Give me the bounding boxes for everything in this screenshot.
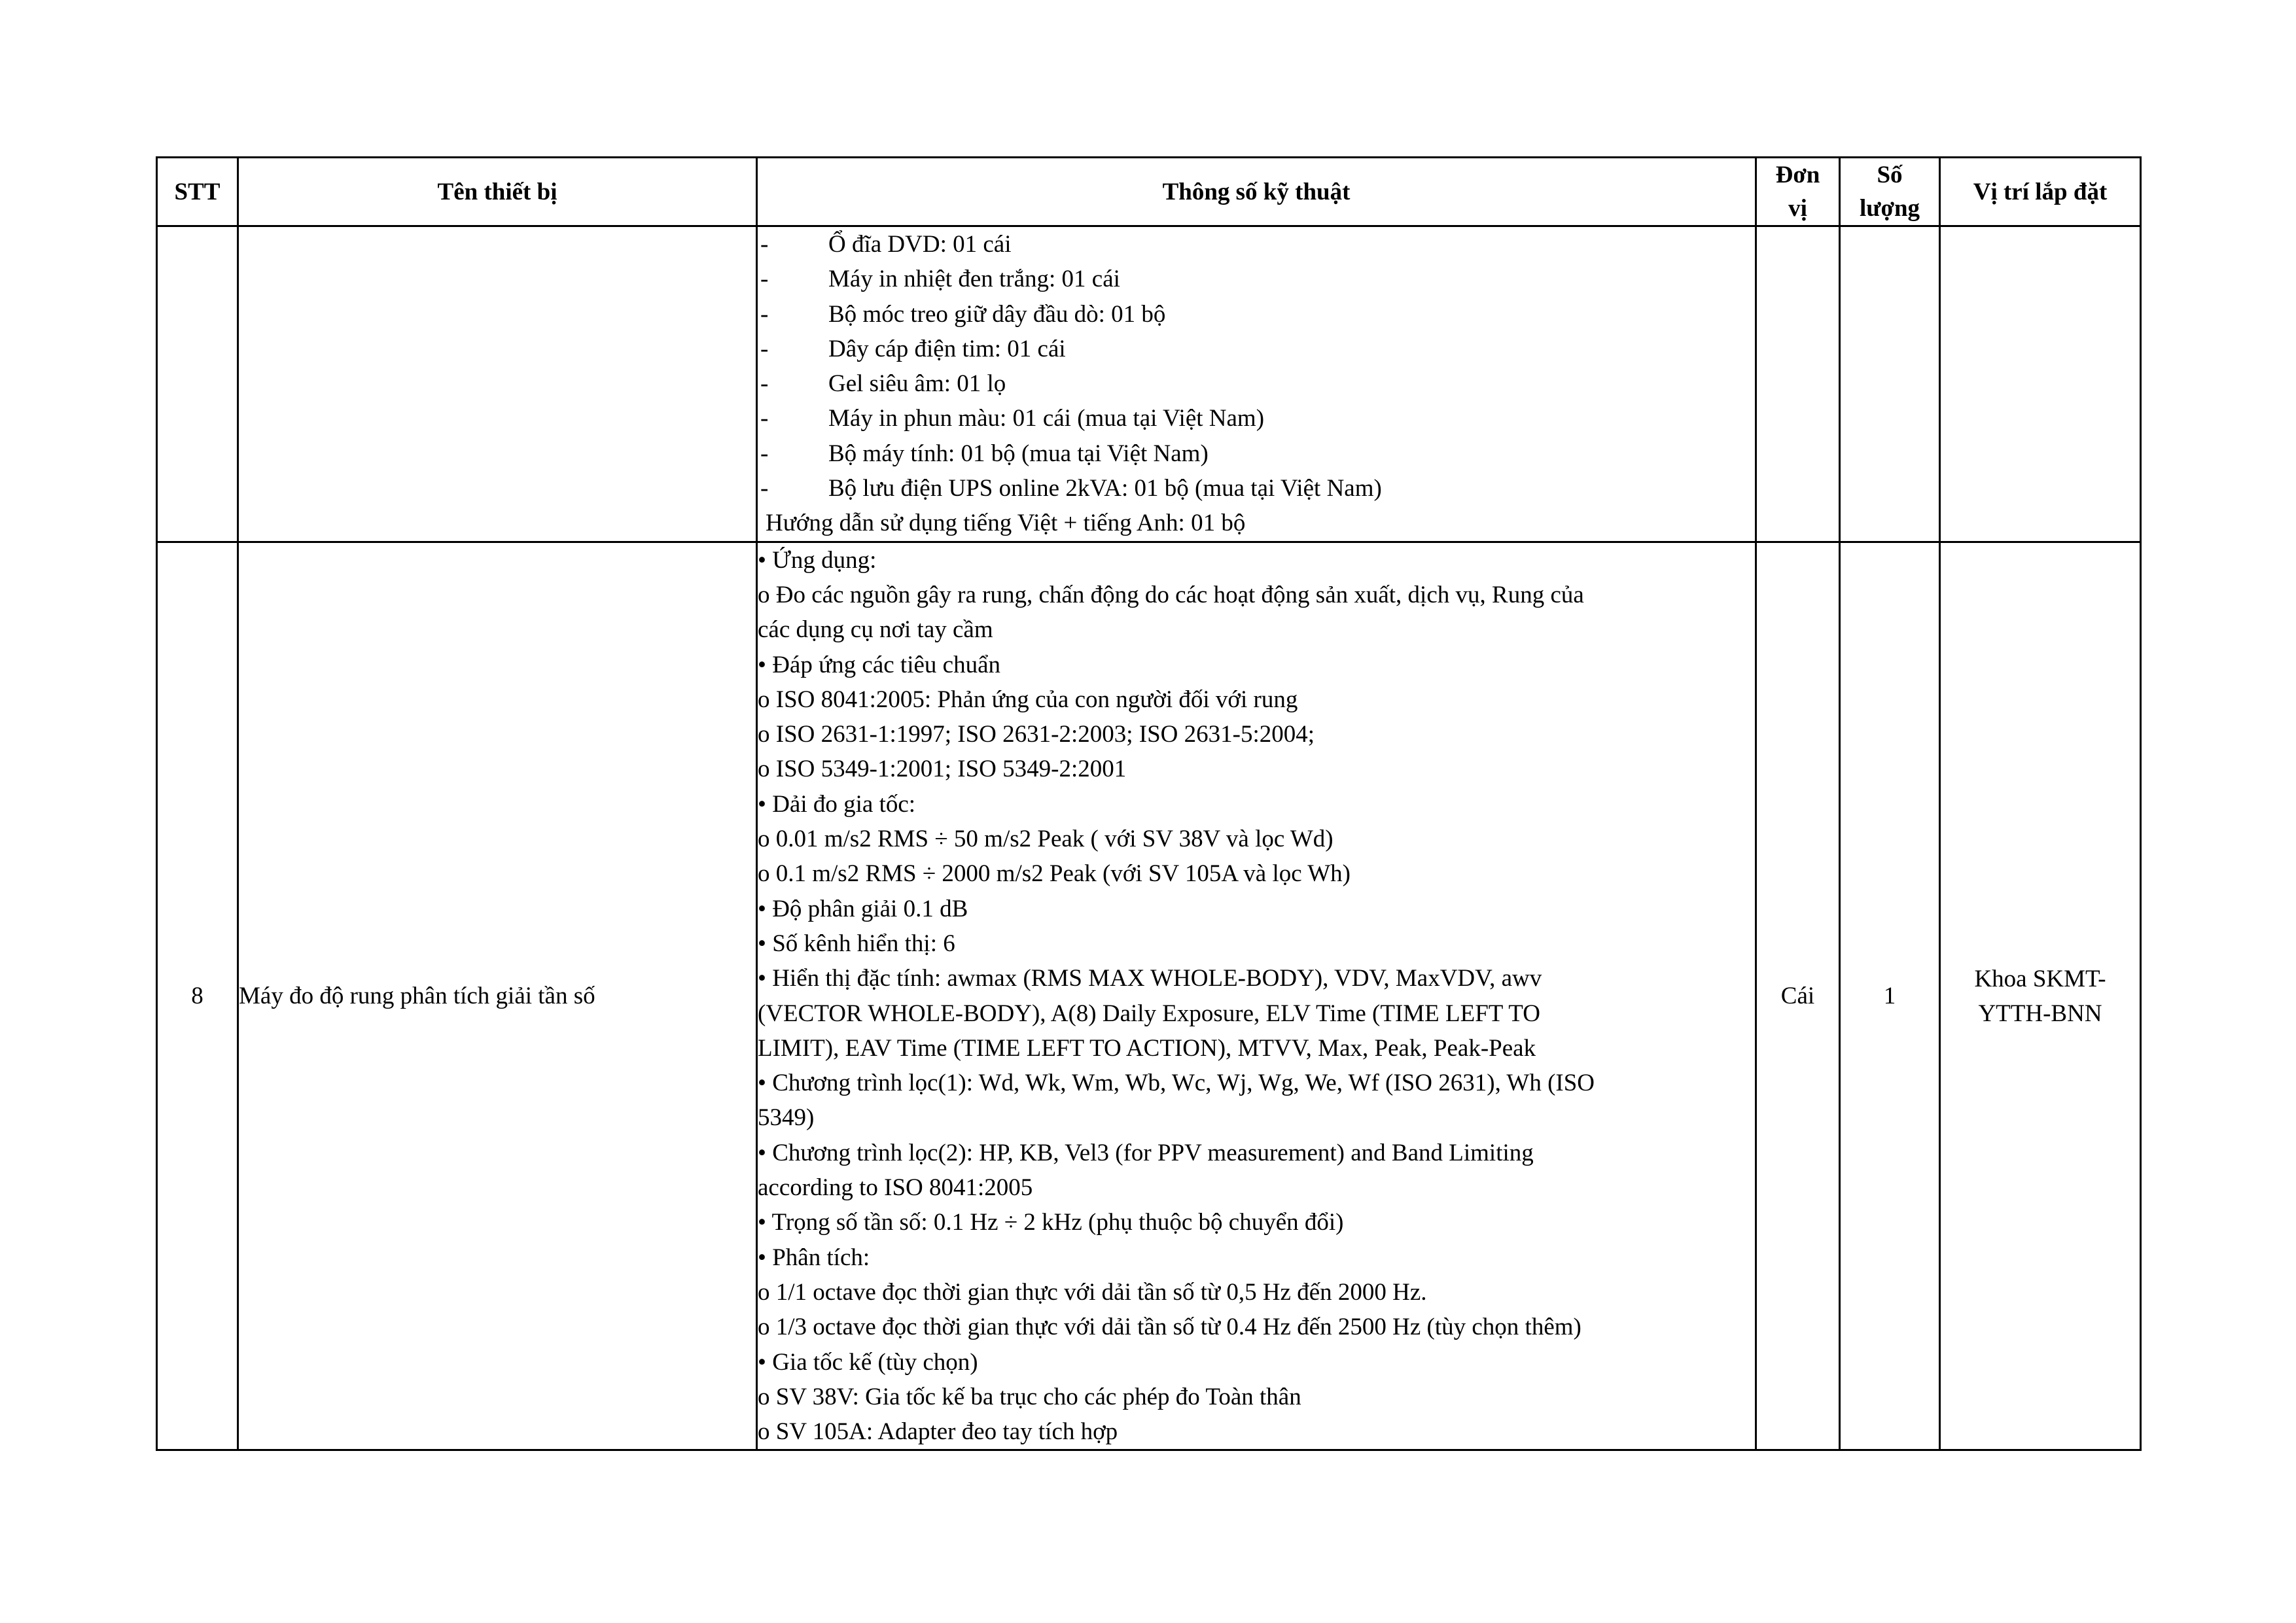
spec-line: LIMIT), EAV Time (TIME LEFT TO ACTION), MTVV, Max, Peak, Peak-Peak (758, 1034, 1536, 1062)
header-unit-line2: vị (1788, 195, 1807, 222)
accessory-item (758, 227, 1755, 262)
accessory-item-text: Gel siêu âm: 01 lọ (828, 370, 1006, 398)
continuation-qty-cell (1840, 226, 1940, 542)
accessory-item (758, 366, 1755, 401)
dash-bullet: - (760, 405, 769, 432)
table-row-8 (157, 542, 2141, 1450)
dash-bullet: - (760, 335, 769, 362)
spec-line: • Số kênh hiển thị: 6 (758, 930, 955, 957)
accessory-list (758, 227, 1755, 506)
accessory-item (758, 436, 1755, 471)
accessory-item-text: Ổ đĩa DVD: 01 cái (828, 231, 1012, 258)
spec-line: o ISO 5349-1:2001; ISO 5349-2:2001 (758, 756, 1127, 783)
dash-bullet: - (760, 231, 769, 258)
accessory-item-text: Bộ móc treo giữ dây đầu dò: 01 bộ (828, 300, 1166, 328)
header-qty-line1: Số (1877, 162, 1903, 188)
dash-bullet: - (760, 266, 769, 293)
spec-line: • Hiển thị đặc tính: awmax (RMS MAX WHOLE-BODY), VDV, MaxVDV, awv (758, 965, 1542, 992)
accessory-item (758, 262, 1755, 296)
continuation-name-cell (238, 226, 757, 542)
continuation-stt-cell (157, 226, 238, 542)
accessory-item (758, 401, 1755, 436)
manual-line: Hướng dẫn sử dụng tiếng Việt + tiếng Anh: 01 bộ (766, 510, 1246, 537)
accessory-item-text: Bộ lưu điện UPS online 2kVA: 01 bộ (mua tại Việt Nam) (828, 475, 1382, 502)
header-unit-line1: Đơn (1775, 162, 1820, 188)
accessory-item (758, 297, 1755, 332)
accessory-item-text: Bộ máy tính: 01 bộ (mua tại Việt Nam) (828, 440, 1209, 467)
header-stt: STT (157, 158, 238, 226)
spec-line: o 0.1 m/s2 RMS ÷ 2000 m/s2 Peak (với SV 105A và lọc Wh) (758, 860, 1351, 888)
row8-location (1940, 542, 2141, 1450)
row8-location-line2: YTTH-BNN (1978, 1000, 2102, 1027)
continuation-unit-cell (1756, 226, 1840, 542)
dash-bullet: - (760, 475, 769, 502)
spec-line: • Dải đo gia tốc: (758, 790, 916, 818)
accessory-item-text: Dây cáp điện tim: 01 cái (828, 335, 1066, 362)
row8-stt: 8 (157, 542, 238, 1450)
spec-line: • Gia tốc kế (tùy chọn) (758, 1348, 978, 1376)
accessory-item-text: Máy in phun màu: 01 cái (mua tại Việt Nam) (828, 405, 1265, 432)
spec-line: o ISO 8041:2005: Phản ứng của con người đối với rung (758, 686, 1298, 713)
spec-line: • Trọng số tần số: 0.1 Hz ÷ 2 kHz (phụ thuộc bộ chuyển đổi) (758, 1209, 1344, 1236)
spec-line: o SV 105A: Adapter đeo tay tích hợp (758, 1418, 1118, 1446)
continuation-location-cell (1940, 226, 2141, 542)
spec-line: o Đo các nguồn gây ra rung, chấn động do các hoạt động sản xuất, dịch vụ, Rung của (758, 581, 1584, 608)
spec-line: • Chương trình lọc(1): Wd, Wk, Wm, Wb, Wc, Wj, Wg, We, Wf (ISO 2631), Wh (ISO (758, 1070, 1595, 1097)
spec-line: o 1/3 octave đọc thời gian thực với dải tần số từ 0.4 Hz đến 2500 Hz (tùy chọn thêm) (758, 1314, 1581, 1341)
spec-line: (VECTOR WHOLE-BODY), A(8) Daily Exposure, ELV Time (TIME LEFT TO (758, 1000, 1540, 1027)
continuation-spec-cell (757, 226, 1756, 542)
dash-bullet: - (760, 440, 769, 467)
spec-line: o SV 38V: Gia tốc kế ba trục cho các phép đo Toàn thân (758, 1383, 1301, 1410)
table-header-row (157, 158, 2141, 226)
header-technical-specs: Thông số kỹ thuật (757, 158, 1756, 226)
dash-bullet: - (760, 370, 769, 398)
spec-line: o 1/1 octave đọc thời gian thực với dải tần số từ 0,5 Hz đến 2000 Hz. (758, 1278, 1427, 1306)
spec-line: • Phân tích: (758, 1244, 870, 1271)
header-quantity (1840, 158, 1940, 226)
header-qty-line2: lượng (1859, 195, 1920, 222)
table-row-continuation (157, 226, 2141, 542)
spec-line: • Đáp ứng các tiêu chuẩn (758, 651, 1000, 678)
spec-line: • Độ phân giải 0.1 dB (758, 895, 968, 922)
spec-line: • Ứng dụng: (758, 546, 877, 574)
dash-bullet: - (760, 300, 769, 328)
spec-line: according to ISO 8041:2005 (758, 1174, 1033, 1202)
row8-spec-cell (757, 542, 1756, 1450)
spec-line: • Chương trình lọc(2): HP, KB, Vel3 (for PPV measurement) and Band Limiting (758, 1139, 1534, 1166)
spec-line: các dụng cụ nơi tay cầm (758, 616, 993, 644)
spec-line: o 0.01 m/s2 RMS ÷ 50 m/s2 Peak ( với SV 38V và lọc Wd) (758, 826, 1333, 853)
accessory-item (758, 471, 1755, 506)
spec-line: o ISO 2631-1:1997; ISO 2631-2:2003; ISO 2631-5:2004; (758, 721, 1315, 748)
header-install-location: Vị trí lắp đặt (1940, 158, 2141, 226)
row8-device-name: Máy đo độ rung phân tích giải tần số (238, 542, 757, 1450)
equipment-spec-table (156, 156, 2142, 1451)
accessory-item-text: Máy in nhiệt đen trắng: 01 cái (828, 266, 1120, 293)
header-device-name: Tên thiết bị (238, 158, 757, 226)
row8-quantity: 1 (1840, 542, 1940, 1450)
header-unit (1756, 158, 1840, 226)
row8-location-line1: Khoa SKMT- (1974, 965, 2106, 992)
row8-spec-list (758, 543, 1755, 1450)
row8-unit: Cái (1756, 542, 1840, 1450)
spec-line: 5349) (758, 1104, 815, 1132)
accessory-item (758, 332, 1755, 366)
